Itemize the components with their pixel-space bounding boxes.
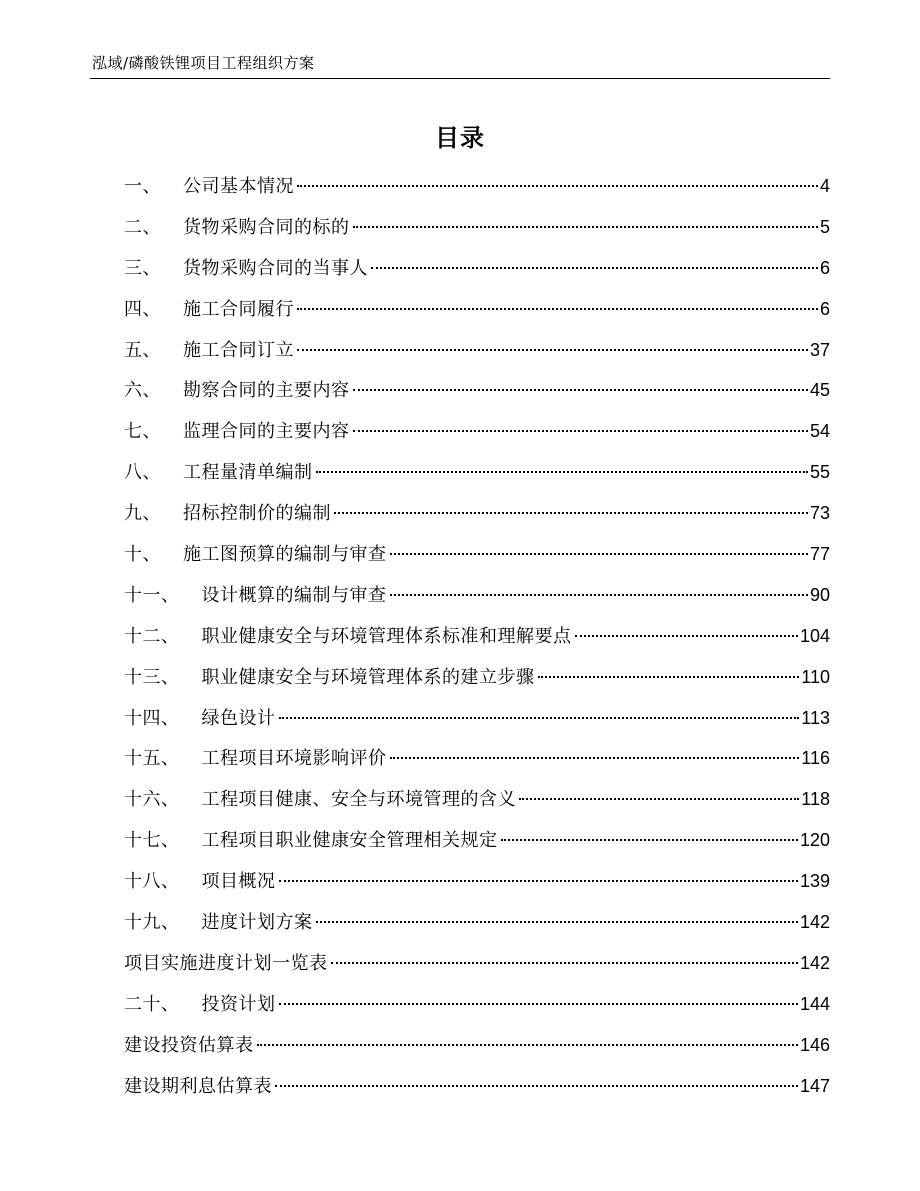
toc-entry-title: 工程项目健康、安全与环境管理的含义 <box>201 789 516 811</box>
toc-entry[interactable] <box>124 376 830 417</box>
toc-entry-title: 投资计划 <box>201 993 276 1015</box>
toc-entry-number: 八、 <box>124 462 161 484</box>
toc-entry-page: 45 <box>809 380 830 401</box>
toc-entry-number: 十三、 <box>124 666 180 688</box>
toc-dot-leader <box>297 185 818 187</box>
toc-dot-leader <box>279 880 798 882</box>
toc-entry[interactable] <box>124 1072 830 1113</box>
toc-entry[interactable] <box>124 622 830 663</box>
toc-entry-number: 四、 <box>124 298 161 320</box>
toc-entry[interactable] <box>124 949 830 990</box>
toc-entry-title: 职业健康安全与环境管理体系的建立步骤 <box>201 666 535 688</box>
toc-entry-label <box>124 827 498 855</box>
toc-entry-page: 142 <box>799 912 830 933</box>
toc-entry-title: 工程项目环境影响评价 <box>201 748 387 770</box>
toc-entry-page: 90 <box>809 584 830 605</box>
toc-entry[interactable] <box>124 295 830 336</box>
toc-entry[interactable] <box>124 908 830 949</box>
toc-dot-leader <box>257 1044 798 1046</box>
toc-entry[interactable] <box>124 990 830 1031</box>
toc-entry-title: 勘察合同的主要内容 <box>183 380 350 402</box>
toc-entry-title: 职业健康安全与环境管理体系标准和理解要点 <box>201 625 572 647</box>
toc-entry-label <box>124 1032 254 1060</box>
toc-entry-page: 5 <box>819 216 830 237</box>
toc-entry-title: 绿色设计 <box>201 707 276 729</box>
toc-entry-number: 十、 <box>124 544 161 566</box>
toc-dot-leader <box>297 308 818 310</box>
toc-entry[interactable] <box>124 785 830 826</box>
toc-entry-page: 54 <box>809 421 830 442</box>
toc-entry-title: 招标控制价的编制 <box>183 503 331 525</box>
toc-entry-page: 139 <box>799 871 830 892</box>
toc-entry-number: 十七、 <box>124 830 180 852</box>
toc-entry-title: 施工合同履行 <box>183 298 294 320</box>
toc-dot-leader <box>331 962 798 964</box>
toc-entry-label <box>124 459 313 487</box>
toc-entry-label <box>124 745 387 773</box>
toc-entry-page: 73 <box>809 503 830 524</box>
toc-dot-leader <box>279 1003 798 1005</box>
toc-dot-leader <box>519 798 799 800</box>
toc-dot-leader <box>353 226 818 228</box>
toc-entry-number: 十五、 <box>124 748 180 770</box>
toc-entry-number: 十一、 <box>124 584 180 606</box>
toc-entry-label <box>124 623 572 651</box>
toc-entry-title: 工程项目职业健康安全管理相关规定 <box>201 830 498 852</box>
toc-entry-page: 37 <box>809 339 830 360</box>
toc-entry-title: 建设投资估算表 <box>124 1034 254 1056</box>
toc-entry-label <box>124 950 328 978</box>
toc-entry-page: 6 <box>819 257 830 278</box>
toc-entry-page: 144 <box>799 993 830 1014</box>
toc-entry-title: 货物采购合同的当事人 <box>183 257 368 279</box>
toc-entry-page: 104 <box>799 625 830 646</box>
toc-entry[interactable] <box>124 254 830 295</box>
toc-entry-title: 货物采购合同的标的 <box>183 216 350 238</box>
toc-dot-leader <box>316 921 798 923</box>
toc-dot-leader <box>501 839 798 841</box>
toc-entry[interactable] <box>124 499 830 540</box>
toc-entry-label <box>124 296 294 324</box>
toc-entry-label <box>124 991 276 1019</box>
toc-dot-leader <box>390 757 800 759</box>
toc-entry-page: 116 <box>801 748 830 769</box>
toc-entry-title: 进度计划方案 <box>201 912 313 934</box>
toc-entry-label <box>124 1073 272 1101</box>
toc-entry[interactable] <box>124 458 830 499</box>
toc-dot-leader <box>390 594 808 596</box>
toc-entry-label <box>124 255 368 283</box>
toc-entry[interactable] <box>124 172 830 213</box>
toc-dot-leader <box>279 717 800 719</box>
toc-entry-label <box>124 337 294 365</box>
toc-entry-title: 施工图预算的编制与审查 <box>183 544 387 566</box>
toc-entry[interactable] <box>124 1031 830 1072</box>
toc-entry-number: 七、 <box>124 421 161 443</box>
toc-entry-number: 十八、 <box>124 871 180 893</box>
toc-entry-label <box>124 214 350 242</box>
toc-entry-label <box>124 705 276 733</box>
toc-entry-label <box>124 173 294 201</box>
toc-dot-leader <box>316 471 808 473</box>
toc-entry[interactable] <box>124 581 830 622</box>
toc-entry-title: 公司基本情况 <box>183 176 294 197</box>
toc-entry-number: 十二、 <box>124 625 180 647</box>
toc-entry-label <box>124 582 387 610</box>
table-of-contents <box>124 172 830 1112</box>
toc-entry-label <box>124 541 387 569</box>
toc-entry-label <box>124 418 350 446</box>
toc-entry-title: 监理合同的主要内容 <box>183 421 350 443</box>
toc-entry-number: 十六、 <box>124 789 180 811</box>
toc-entry-number: 九、 <box>124 503 161 525</box>
toc-entry[interactable] <box>124 704 830 745</box>
toc-entry[interactable] <box>124 867 830 908</box>
toc-dot-leader <box>390 553 808 555</box>
toc-entry[interactable] <box>124 826 830 867</box>
toc-entry[interactable] <box>124 417 830 458</box>
toc-dot-leader <box>371 267 818 269</box>
toc-entry-label <box>124 500 331 528</box>
toc-dot-leader <box>538 676 800 678</box>
toc-entry-page: 113 <box>801 707 830 728</box>
toc-entry[interactable] <box>124 213 830 254</box>
toc-entry-title: 施工合同订立 <box>183 339 294 361</box>
toc-entry-page: 77 <box>809 544 830 565</box>
toc-entry-page: 6 <box>819 298 830 319</box>
toc-entry[interactable] <box>124 744 830 785</box>
toc-dot-leader <box>575 635 798 637</box>
toc-entry-page: 4 <box>819 176 830 196</box>
toc-entry-page: 142 <box>799 952 830 973</box>
toc-entry-page: 118 <box>801 789 830 810</box>
toc-entry-title: 建设期利息估算表 <box>124 1075 272 1097</box>
toc-entry-page: 120 <box>799 830 830 851</box>
toc-dot-leader <box>297 349 808 351</box>
toc-entry-number: 二、 <box>124 216 161 238</box>
toc-entry-title: 工程量清单编制 <box>183 462 313 484</box>
toc-entry-title: 项目概况 <box>201 871 276 893</box>
toc-entry-number: 一、 <box>124 176 161 197</box>
toc-entry-number: 十九、 <box>124 912 180 934</box>
toc-entry-number: 六、 <box>124 380 161 402</box>
running-header: 泓域/磷酸铁锂项目工程组织方案 <box>92 54 315 72</box>
toc-dot-leader <box>275 1085 798 1087</box>
toc-dot-leader <box>353 389 808 391</box>
toc-entry-label <box>124 909 313 937</box>
toc-entry-number: 五、 <box>124 339 161 361</box>
header-divider <box>90 78 830 79</box>
toc-entry-label <box>124 868 276 896</box>
toc-entry-number: 三、 <box>124 257 161 279</box>
toc-entry-title: 设计概算的编制与审查 <box>201 584 387 606</box>
toc-entry[interactable] <box>124 540 830 581</box>
toc-dot-leader <box>334 512 808 514</box>
toc-entry[interactable] <box>124 663 830 704</box>
toc-entry-number: 十四、 <box>124 707 180 729</box>
toc-entry-label <box>124 664 535 692</box>
toc-entry-page: 110 <box>801 666 830 687</box>
toc-entry-page: 55 <box>809 462 830 483</box>
toc-entry-label <box>124 377 350 405</box>
toc-entry-label <box>124 786 516 814</box>
toc-dot-leader <box>353 430 808 432</box>
toc-entry-title: 项目实施进度计划一览表 <box>124 952 328 974</box>
toc-entry-page: 146 <box>799 1034 830 1055</box>
toc-entry-page: 147 <box>799 1075 830 1096</box>
toc-title: 目录 <box>435 124 485 152</box>
toc-entry-number: 二十、 <box>124 993 180 1015</box>
toc-entry[interactable] <box>124 336 830 377</box>
